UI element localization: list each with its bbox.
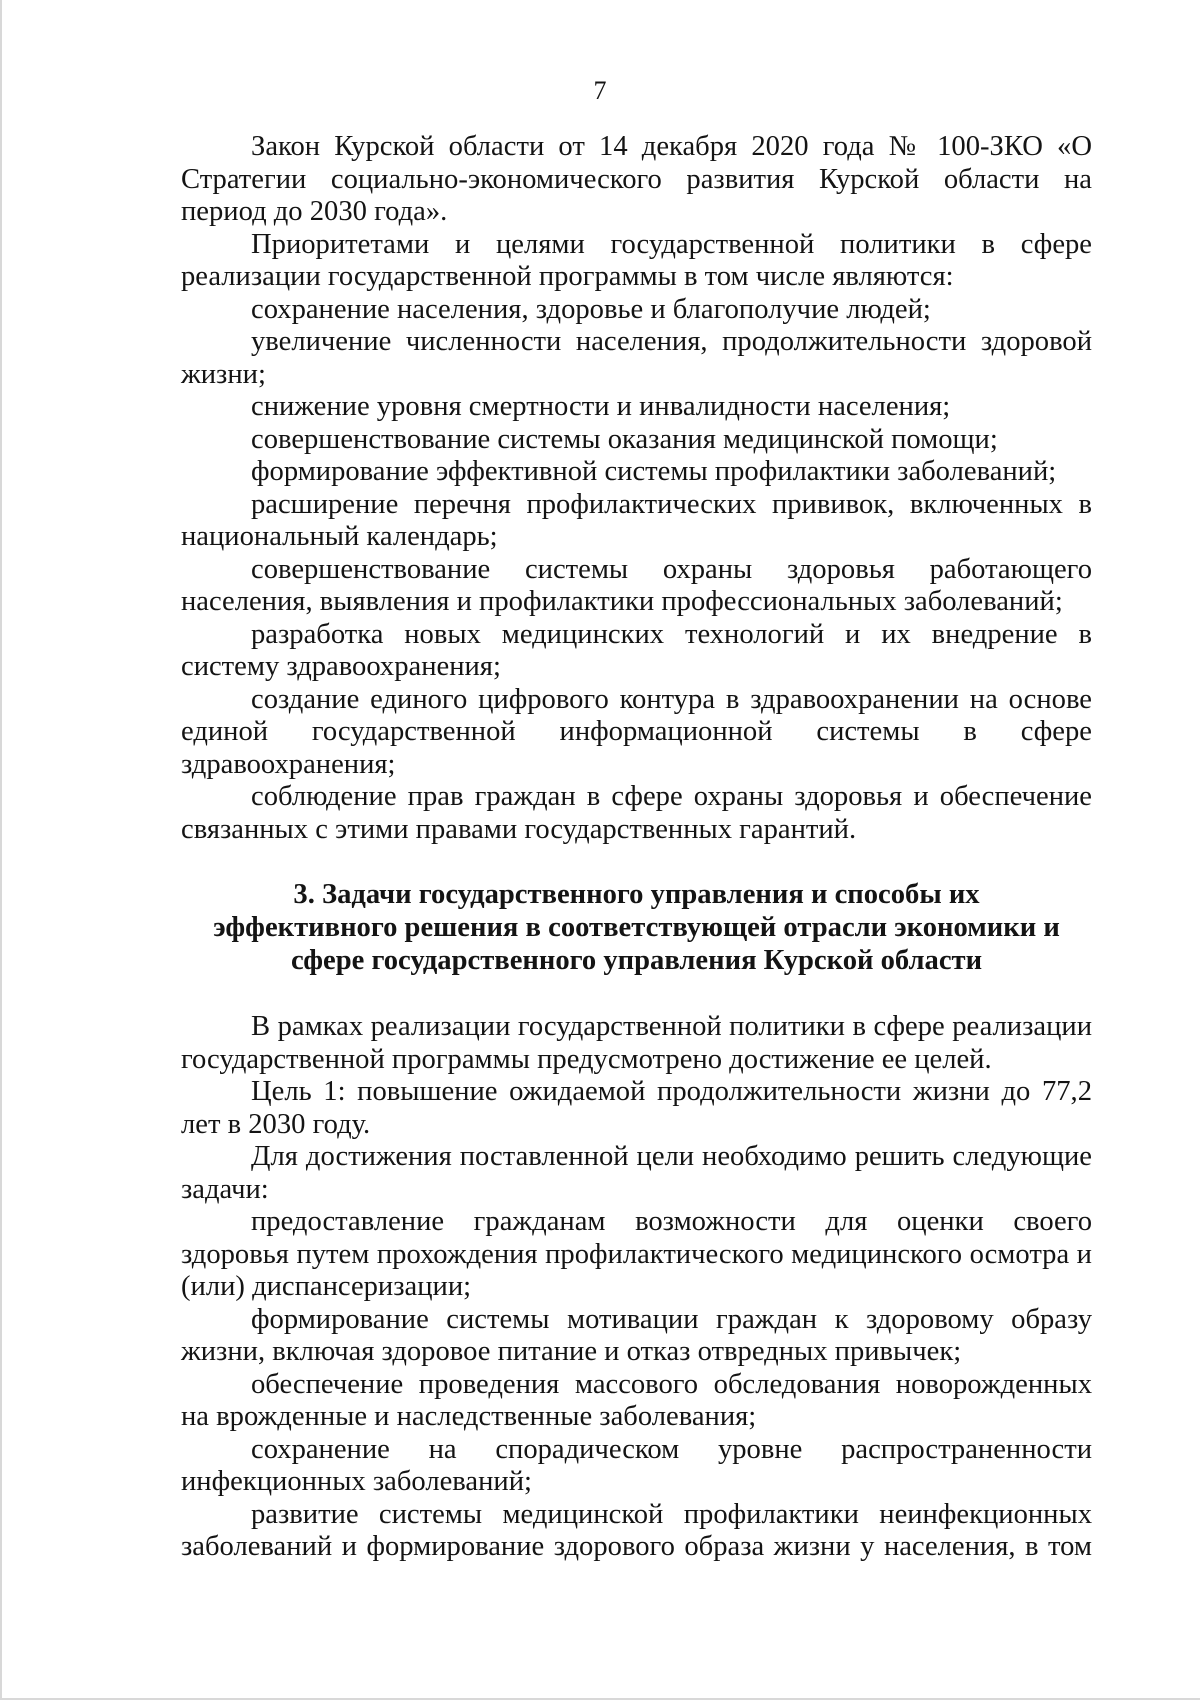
paragraph-priority-item: увеличение численности населения, продолжительности здоровой жизни; <box>181 326 1092 390</box>
section-heading-line: 3. Задачи государственного управления и способы их <box>293 879 980 910</box>
paragraph-priority-item: разработка новых медицинских технологий и их внедрение в систему здравоохранения; <box>181 618 1092 682</box>
paragraph-tasks-intro: В рамках реализации государственной политики в сфере реализации государственной программы предусмотрено достижение ее целей. <box>181 1011 1092 1075</box>
paragraph-priority-item: совершенствование системы оказания медицинской помощи; <box>251 423 998 455</box>
paragraph-task-item: сохранение на спорадическом уровне распространенности инфекционных заболеваний; <box>181 1433 1092 1497</box>
section-heading-line: эффективного решения в соответствующей отрасли экономики и <box>213 912 1060 943</box>
text-block-tasks <box>181 1011 1092 1564</box>
paragraph-goal-1: Цель 1: повышение ожидаемой продолжительности жизни до 77,2 лет в 2030 году. <box>181 1076 1092 1140</box>
paragraph-priority-item: сохранение населения, здоровье и благополучие людей; <box>251 293 931 325</box>
scan-edge-left <box>0 0 2 1700</box>
section-heading <box>181 878 1092 977</box>
paragraph-law-reference: Закон Курской области от 14 декабря 2020 года № 100-ЗКО «О Стратегии социально-экономического развития Курской области на период до 2030 года». <box>181 131 1092 227</box>
section-heading-line: сфере государственного управления Курской области <box>290 945 983 976</box>
paragraph-task-item: развитие системы медицинской профилактики неинфекционных заболеваний и формирование здорового образа жизни у населения, в том <box>181 1498 1092 1562</box>
paragraph-task-item: обеспечение проведения массового обследования новорожденных на врожденные и наследственные заболевания; <box>181 1368 1092 1432</box>
paragraph-priority-item: снижение уровня смертности и инвалидности населения; <box>251 391 951 422</box>
paragraph-task-item: предоставление гражданам возможности для оценки своего здоровья путем прохождения профилактического медицинского осмотра и (или) диспансеризации; <box>181 1206 1092 1302</box>
paragraph-tasks-lead: Для достижения поставленной цели необходимо решить следующие задачи: <box>181 1141 1092 1205</box>
paragraph-priority-item: расширение перечня профилактических прививок, включенных в национальный календарь; <box>181 488 1092 552</box>
text-block-goals <box>181 131 1092 846</box>
page-number: 7 <box>593 76 607 105</box>
paragraph-priority-item: создание единого цифрового контура в здравоохранении на основе единой государственной информационной системы в сфере здравоохранения; <box>181 683 1092 780</box>
paragraph-task-item: формирование системы мотивации граждан к здоровому образу жизни, включая здоровое питание и отказ отвредных привычек; <box>181 1303 1092 1367</box>
paragraph-priority-item: формирование эффективной системы профилактики заболеваний; <box>251 456 1057 487</box>
paragraph-priorities-intro: Приоритетами и целями государственной политики в сфере реализации государственной программы в том числе являются: <box>181 228 1092 292</box>
paragraph-priority-item: соблюдение прав граждан в сфере охраны здоровья и обеспечение связанных с этими правами государственных гарантий. <box>181 781 1092 845</box>
paragraph-priority-item: совершенствование системы охраны здоровья работающего населения, выявления и профилактики профессиональных заболеваний; <box>181 553 1092 617</box>
